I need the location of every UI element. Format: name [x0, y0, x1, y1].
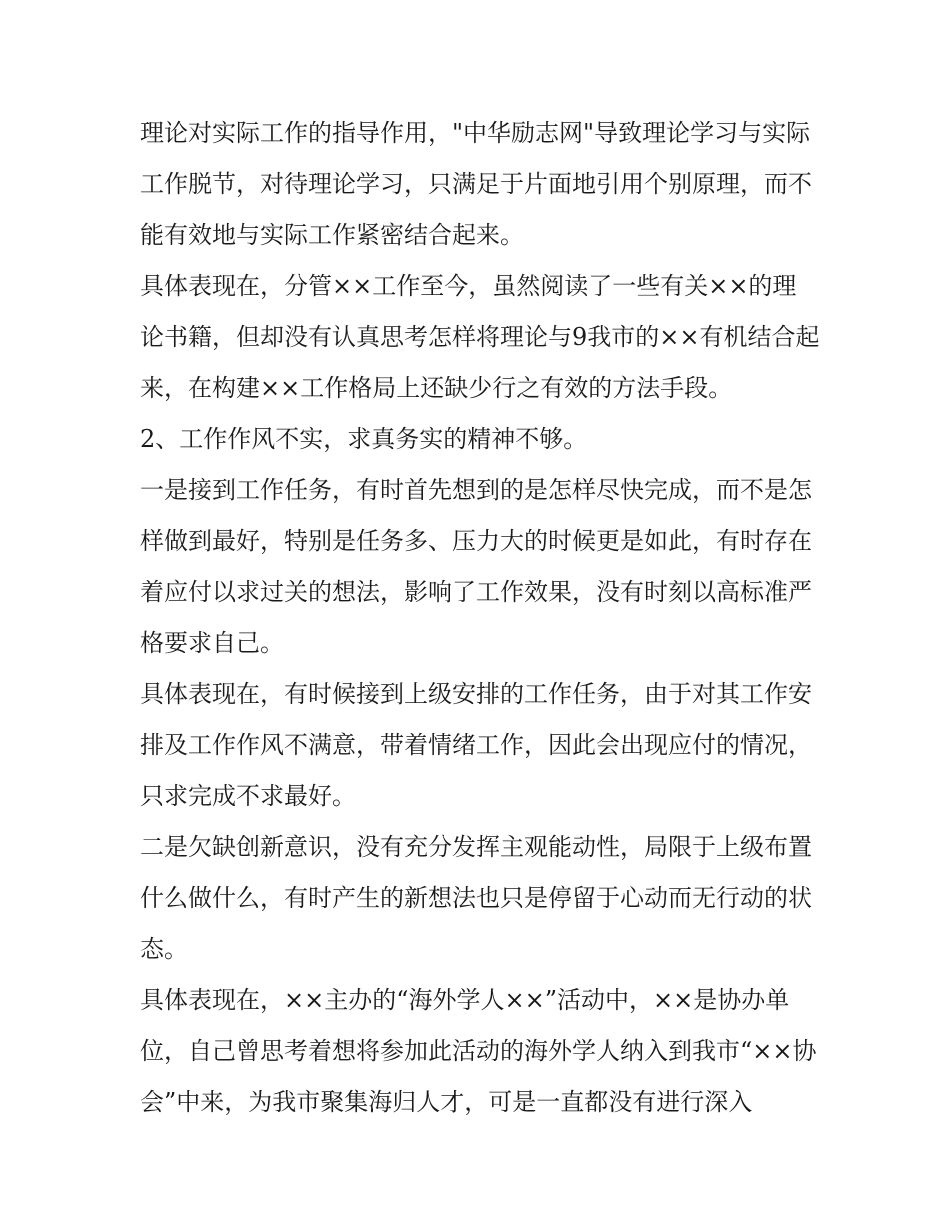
paragraph-heading-work-style: 2、工作作风不实，求真务实的精神不够。 — [140, 425, 588, 453]
paragraph-point-two: 二是欠缺创新意识，没有充分发挥主观能动性，局限于上级布置什么做什么，有时产生的新想法也只是停留于心动而无行动的状态。 — [140, 833, 812, 963]
paragraph-specific-overseas-event: 具体表现在，××主办的“海外学人××”活动中，××是协办单 — [140, 986, 790, 1014]
paragraph-specific-tasks: 具体表现在，有时候接到上级安排的工作任务，由于对其工作安排及工作作风不满意，带着情绪工作，因此会出现应付的情况，只求完成不求最好。 — [140, 680, 812, 810]
paragraph-overseas-continuation: 位，自己曾思考着想将参加此活动的海外学人纳入到我市“××协会”中来，为我市聚集海归人才，可是一直都没有进行深入 — [140, 1037, 817, 1116]
paragraph-specific-theory: 具体表现在，分管××工作至今，虽然阅读了一些有关××的理论书籍，但却没有认真思考怎样将理论与9我市的××有机结合起来，在构建××工作格局上还缺少行之有效的方法手段。 — [140, 272, 820, 402]
paragraph-point-one: 一是接到工作任务，有时首先想到的是怎样尽快完成，而不是怎样做到最好，特别是任务多、压力大的时候更是如此，有时存在着应付以求过关的想法，影响了工作效果，没有时刻以高标准严格要求自己。 — [140, 476, 812, 657]
paragraph-theory-guidance: 理论对实际工作的指导作用，"中华励志网"导致理论学习与实际工作脱节，对待理论学习，只满足于片面地引用个别原理，而不能有效地与实际工作紧密结合起来。 — [140, 119, 812, 249]
document-body — [140, 108, 820, 1128]
